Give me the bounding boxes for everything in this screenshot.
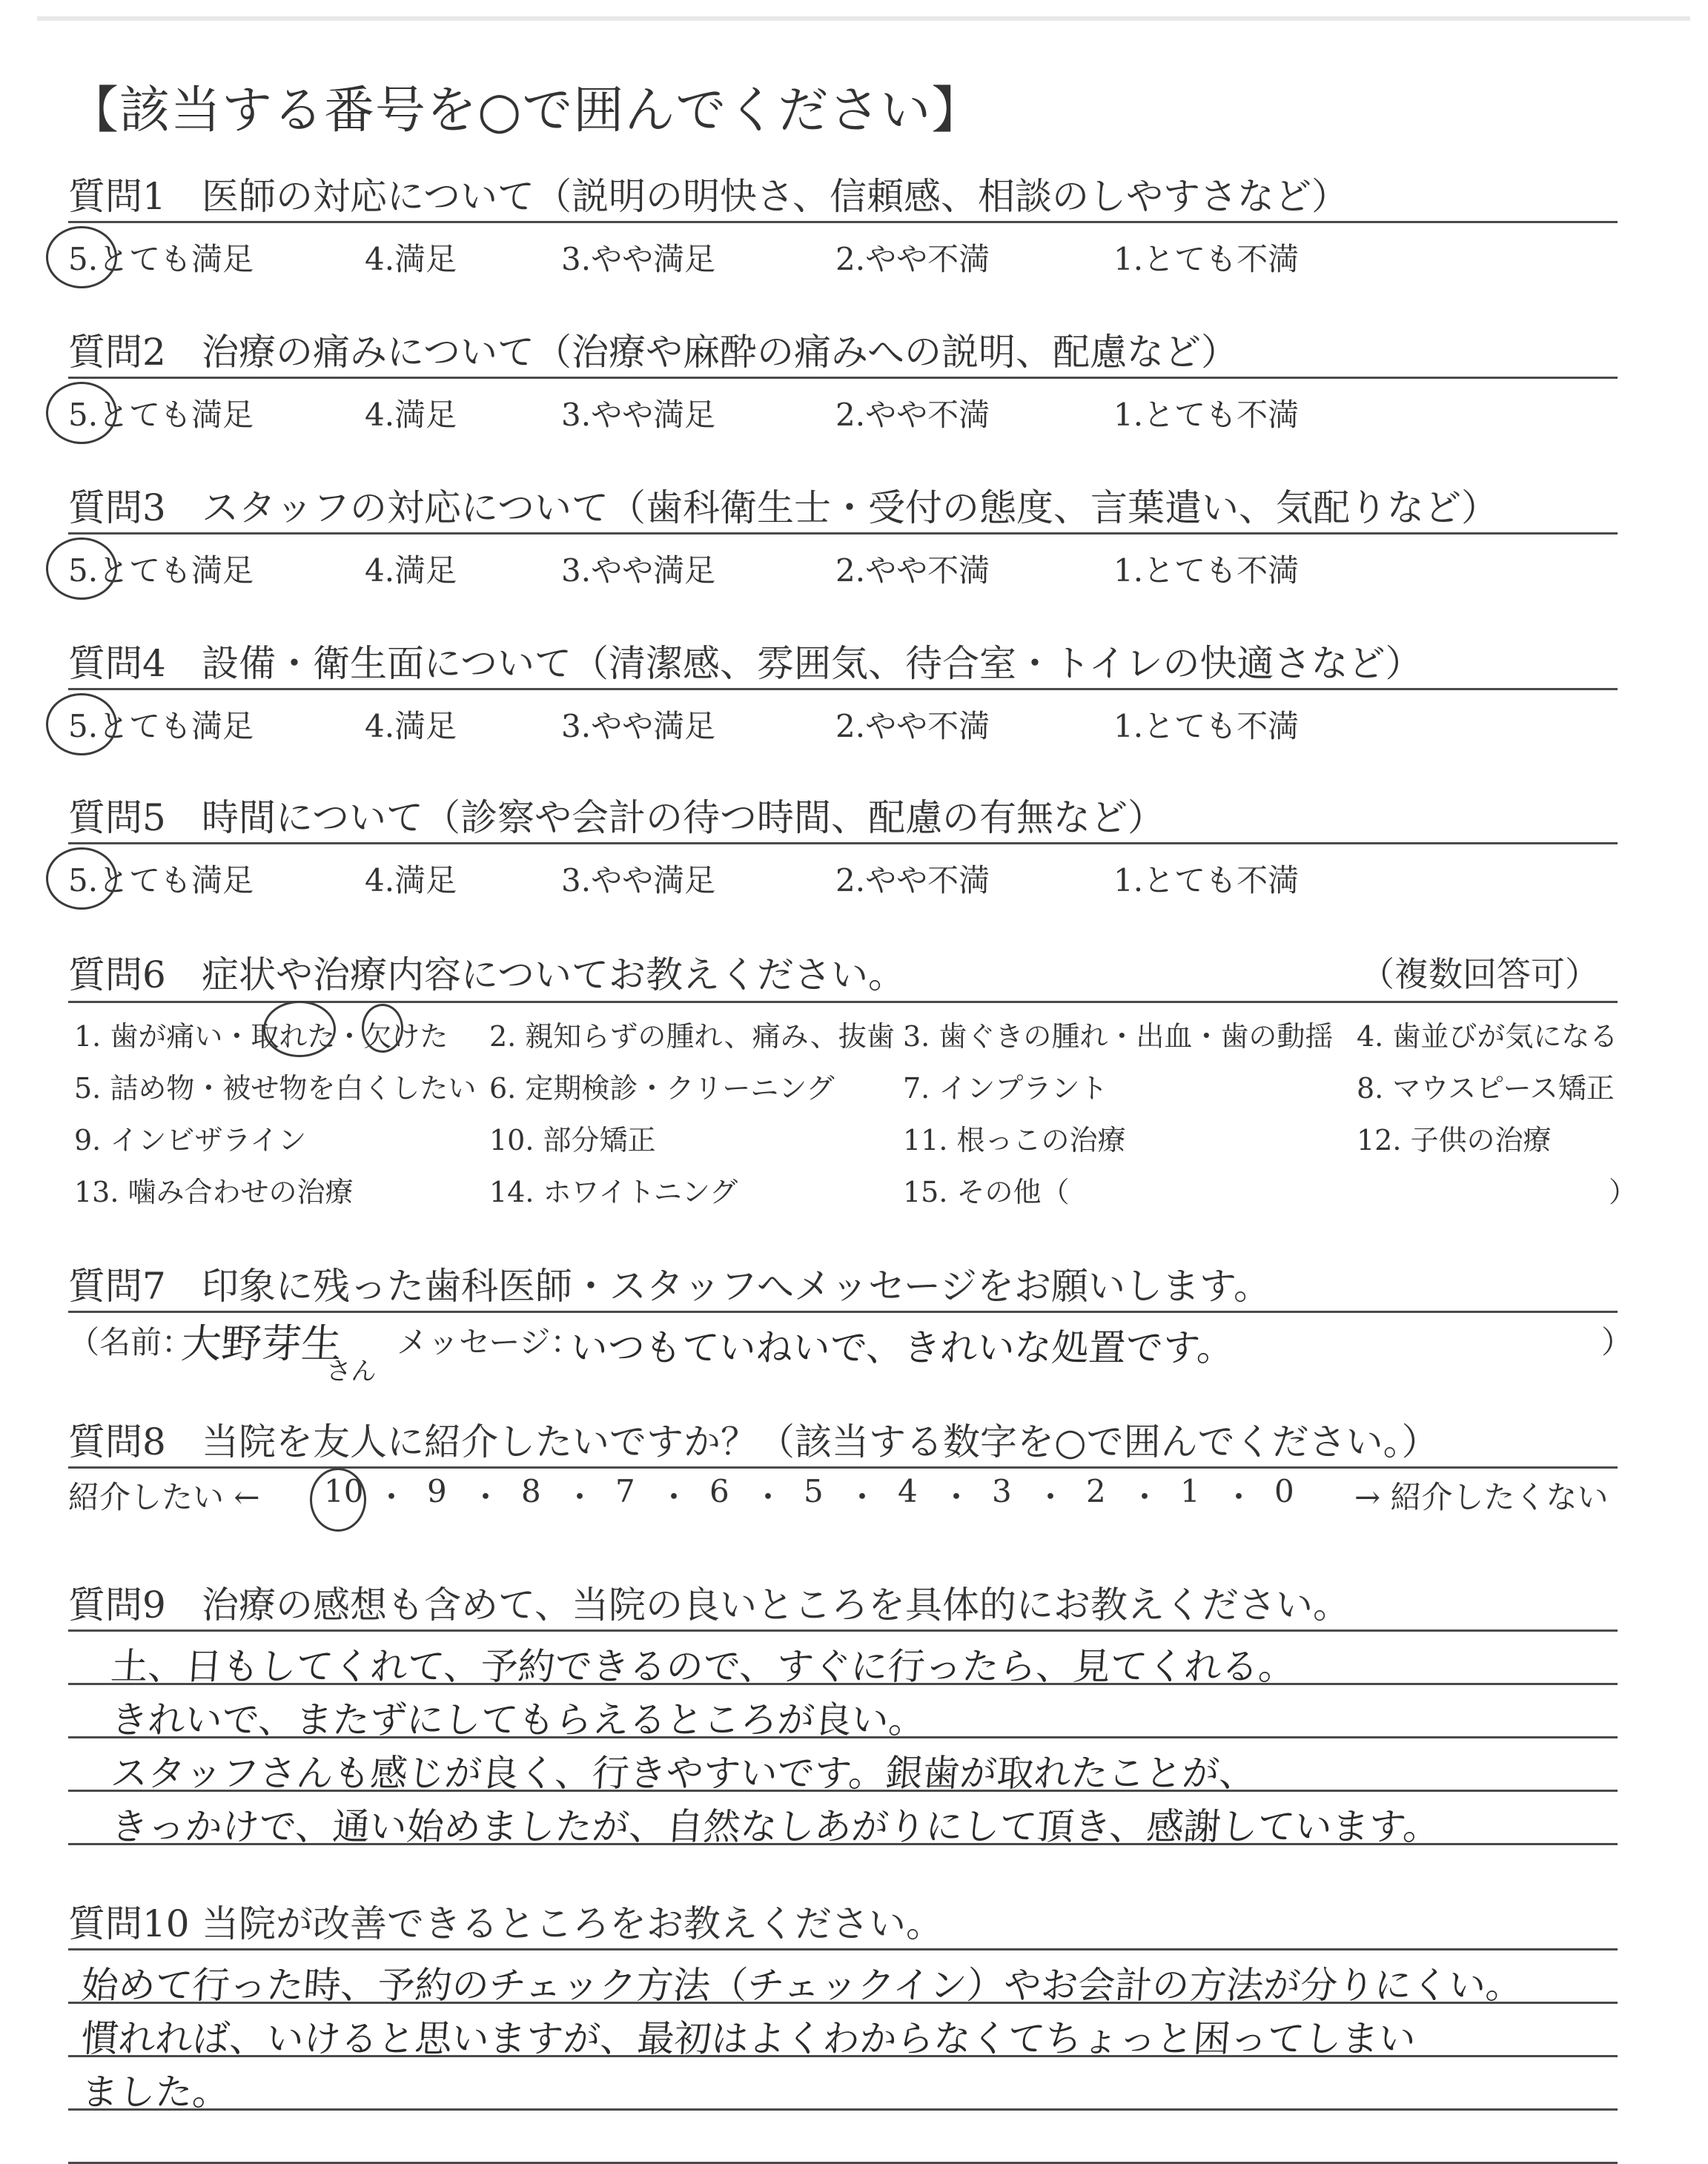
q9-answer-text-4: きっかけで、通い始めましたが、自然なしあがりにして頂き、感謝しています。 — [109, 1805, 1442, 1848]
q8-separator: ・ — [941, 1479, 973, 1515]
q8-separator: ・ — [1223, 1479, 1255, 1515]
q1-heading — [68, 167, 1348, 220]
q1-text: 医師の対応について（説明の明快さ、信頼感、相談のしやすさなど） — [202, 175, 1348, 218]
q8-separator: ・ — [847, 1479, 878, 1515]
q8-separator: ・ — [752, 1479, 784, 1515]
q6-item-5[interactable]: 5. 詰め物・被せ物を白くしたい — [74, 1072, 477, 1105]
q8-heading — [68, 1412, 1439, 1466]
q1-option-1[interactable]: 1.とても不満 — [1113, 241, 1300, 277]
q5-selected-circle — [46, 847, 117, 910]
q3-option-2[interactable]: 2.やや不満 — [835, 552, 990, 589]
q8-scale — [68, 1472, 1618, 1516]
q6-item-7[interactable]: 7. インプラント — [903, 1072, 1108, 1105]
q10-rule — [68, 1948, 1618, 1950]
q4-option-5[interactable]: 5.とても満足 — [68, 708, 254, 744]
q6-text: 症状や治療内容についてお教えください。 — [202, 953, 905, 996]
q10-text: 当院が改善できるところをお教えください。 — [202, 1902, 943, 1945]
q8-separator: ・ — [564, 1479, 596, 1515]
q9-answer-text-1: 土、日もしてくれて、予約できるので、すぐに行ったら、見てくれる。 — [109, 1645, 1297, 1688]
q4-options — [68, 702, 1618, 747]
q3-rule — [68, 532, 1618, 535]
q8-scale-9[interactable]: 9 — [427, 1473, 447, 1509]
q6-item-6[interactable]: 6. 定期検診・クリーニング — [489, 1072, 835, 1105]
q10-number: 質問10 — [68, 1902, 190, 1945]
q6-other-close-paren: ） — [1609, 1176, 1638, 1208]
q8-scale-7[interactable]: 7 — [615, 1473, 635, 1509]
q6-item-1[interactable]: 1. 歯が痛い・取れた・欠けた — [74, 1020, 448, 1053]
q6-multiple-note: （複数回答可） — [1360, 954, 1599, 994]
q2-option-4[interactable]: 4.満足 — [365, 397, 457, 433]
q3-option-5[interactable]: 5.とても満足 — [68, 552, 254, 589]
q8-scale-2[interactable]: 2 — [1086, 1473, 1106, 1509]
q8-separator: ・ — [658, 1479, 690, 1515]
q6-item-4[interactable]: 4. 歯並びが気になる — [1357, 1020, 1618, 1053]
page-title: 【該当する番号を○で囲んでください】 — [68, 82, 983, 140]
q8-scale-4[interactable]: 4 — [898, 1473, 918, 1509]
q7-text: 印象に残った歯科医師・スタッフへメッセージをお願いします。 — [202, 1265, 1271, 1308]
q8-scale-3[interactable]: 3 — [992, 1473, 1012, 1509]
q5-heading — [68, 788, 1165, 841]
q10-answer-text-2: 慣れれば、いけると思いますが、最初はよくわからなくてちょっと困ってしまい — [79, 2017, 1417, 2060]
q2-options — [68, 391, 1618, 435]
q7-name-value: 大野芽生 — [179, 1320, 343, 1367]
q5-option-1[interactable]: 1.とても不満 — [1113, 862, 1300, 899]
q10-heading — [68, 1894, 943, 1948]
q3-number: 質問3 — [68, 486, 166, 529]
q9-number: 質問9 — [68, 1584, 166, 1627]
q4-rule — [68, 688, 1618, 690]
q8-separator: ・ — [1129, 1479, 1161, 1515]
q3-option-1[interactable]: 1.とても不満 — [1113, 552, 1300, 589]
q3-text: スタッフの対応について（歯科衛生士・受付の態度、言葉遣い、気配りなど） — [202, 486, 1498, 529]
q4-selected-circle — [46, 693, 117, 755]
q6-item-3[interactable]: 3. 歯ぐきの腫れ・出血・歯の動揺 — [903, 1020, 1334, 1053]
q1-number: 質問1 — [68, 175, 166, 218]
q2-text: 治療の痛みについて（治療や麻酔の痛みへの説明、配慮など） — [202, 331, 1238, 374]
q1-option-2[interactable]: 2.やや不満 — [835, 241, 990, 277]
q4-text: 設備・衛生面について（清潔感、雰囲気、待合室・トイレの快適さなど） — [202, 642, 1423, 685]
q2-option-3[interactable]: 3.やや満足 — [561, 397, 716, 433]
q6-item-14[interactable]: 14. ホワイトニング — [489, 1176, 738, 1208]
q1-option-4[interactable]: 4.満足 — [365, 241, 457, 277]
q7-name-suffix: さん — [325, 1357, 378, 1386]
q8-scale-0[interactable]: 0 — [1274, 1473, 1294, 1509]
q5-option-4[interactable]: 4.満足 — [365, 862, 457, 899]
q6-number: 質問6 — [68, 953, 166, 996]
q8-scale-8[interactable]: 8 — [521, 1473, 541, 1509]
q5-number: 質問5 — [68, 796, 166, 839]
q6-item-2[interactable]: 2. 親知らずの腫れ、痛み、抜歯 — [489, 1020, 895, 1053]
q3-heading — [68, 478, 1498, 532]
q9-answer-text-3: スタッフさんも感じが良く、行きやすいです。銀歯が取れたことが、 — [109, 1752, 1258, 1795]
q2-option-1[interactable]: 1.とても不満 — [1113, 397, 1300, 433]
q5-options — [68, 856, 1618, 901]
q2-option-5[interactable]: 5.とても満足 — [68, 397, 254, 433]
q6-item-8[interactable]: 8. マウスピース矯正 — [1357, 1072, 1615, 1105]
q6-circle-torete — [263, 1001, 336, 1057]
q1-option-5[interactable]: 5.とても満足 — [68, 241, 254, 277]
q7-heading — [68, 1257, 1271, 1310]
q8-number: 質問8 — [68, 1420, 166, 1463]
q7-message-value: いつもていねいで、きれいな処置です。 — [569, 1326, 1236, 1369]
q2-heading — [68, 322, 1238, 376]
q5-option-5[interactable]: 5.とても満足 — [68, 862, 254, 899]
q3-option-4[interactable]: 4.満足 — [365, 552, 457, 589]
top-border — [37, 16, 1690, 21]
q4-option-1[interactable]: 1.とても不満 — [1113, 708, 1300, 744]
q8-left-label: 紹介したい ← — [68, 1479, 260, 1515]
q2-number: 質問2 — [68, 331, 166, 374]
q6-heading — [68, 945, 905, 999]
q7-message-label: メッセージ： — [397, 1324, 582, 1360]
q4-option-2[interactable]: 2.やや不満 — [835, 708, 990, 744]
q8-separator: ・ — [1035, 1479, 1067, 1515]
q6-item-15[interactable]: 15. その他（ — [903, 1176, 1070, 1208]
q2-rule — [68, 377, 1618, 379]
q10-answer-text-1: 始めて行った時、予約のチェック方法（チェックイン）やお会計の方法が分りにくい。 — [79, 1964, 1525, 2007]
q4-heading — [68, 634, 1423, 687]
q1-rule — [68, 221, 1618, 223]
q5-text: 時間について（診察や会計の待つ時間、配慮の有無など） — [202, 796, 1165, 839]
q2-selected-circle — [46, 382, 117, 444]
q5-option-2[interactable]: 2.やや不満 — [835, 862, 990, 899]
q8-scale-5[interactable]: 5 — [804, 1473, 824, 1509]
q3-option-3[interactable]: 3.やや満足 — [561, 552, 716, 589]
q8-separator: ・ — [376, 1479, 408, 1515]
q4-option-4[interactable]: 4.満足 — [365, 708, 457, 744]
q7-number: 質問7 — [68, 1265, 166, 1308]
q1-option-3[interactable]: 3.やや満足 — [561, 241, 716, 277]
q7-close-paren: ） — [1601, 1324, 1633, 1360]
q8-rule — [68, 1466, 1618, 1469]
q9-answer-text-2: きれいで、またずにしてもらえるところが良い。 — [109, 1698, 927, 1741]
q8-right-label: → 紹介したくない — [1354, 1479, 1609, 1515]
q4-option-3[interactable]: 3.やや満足 — [561, 708, 716, 744]
q9-rule — [68, 1629, 1618, 1632]
q4-number: 質問4 — [68, 642, 166, 685]
q8-selected-circle — [310, 1468, 366, 1532]
q2-option-2[interactable]: 2.やや不満 — [835, 397, 990, 433]
q5-rule — [68, 842, 1618, 844]
q6-item-11[interactable]: 11. 根っこの治療 — [903, 1124, 1126, 1157]
q6-item-10[interactable]: 10. 部分矯正 — [489, 1124, 656, 1157]
q8-text: 当院を友人に紹介したいですか？（該当する数字を○で囲んでください。） — [202, 1420, 1439, 1463]
q8-scale-6[interactable]: 6 — [709, 1473, 729, 1509]
q8-scale-1[interactable]: 1 — [1180, 1473, 1200, 1509]
q6-circle-kaketa — [362, 1004, 403, 1053]
q6-item-9[interactable]: 9. インビザライン — [74, 1124, 307, 1157]
q5-option-3[interactable]: 3.やや満足 — [561, 862, 716, 899]
q1-selected-circle — [46, 226, 117, 288]
q3-options — [68, 546, 1618, 591]
q9-text: 治療の感想も含めて、当院の良いところを具体的にお教えください。 — [202, 1584, 1350, 1627]
q10-answer-line — [68, 2108, 1618, 2111]
q10-answer-text-3: ました。 — [79, 2071, 231, 2114]
q9-heading — [68, 1575, 1350, 1629]
q8-separator: ・ — [470, 1479, 502, 1515]
q7-name-label: （名前： — [68, 1324, 193, 1360]
q8-scale-10[interactable]: 10 — [324, 1473, 364, 1509]
q3-selected-circle — [46, 537, 117, 600]
q6-item-12[interactable]: 12. 子供の治療 — [1357, 1124, 1552, 1157]
q6-item-13[interactable]: 13. 噛み合わせの治療 — [74, 1176, 354, 1208]
q1-options — [68, 235, 1618, 279]
